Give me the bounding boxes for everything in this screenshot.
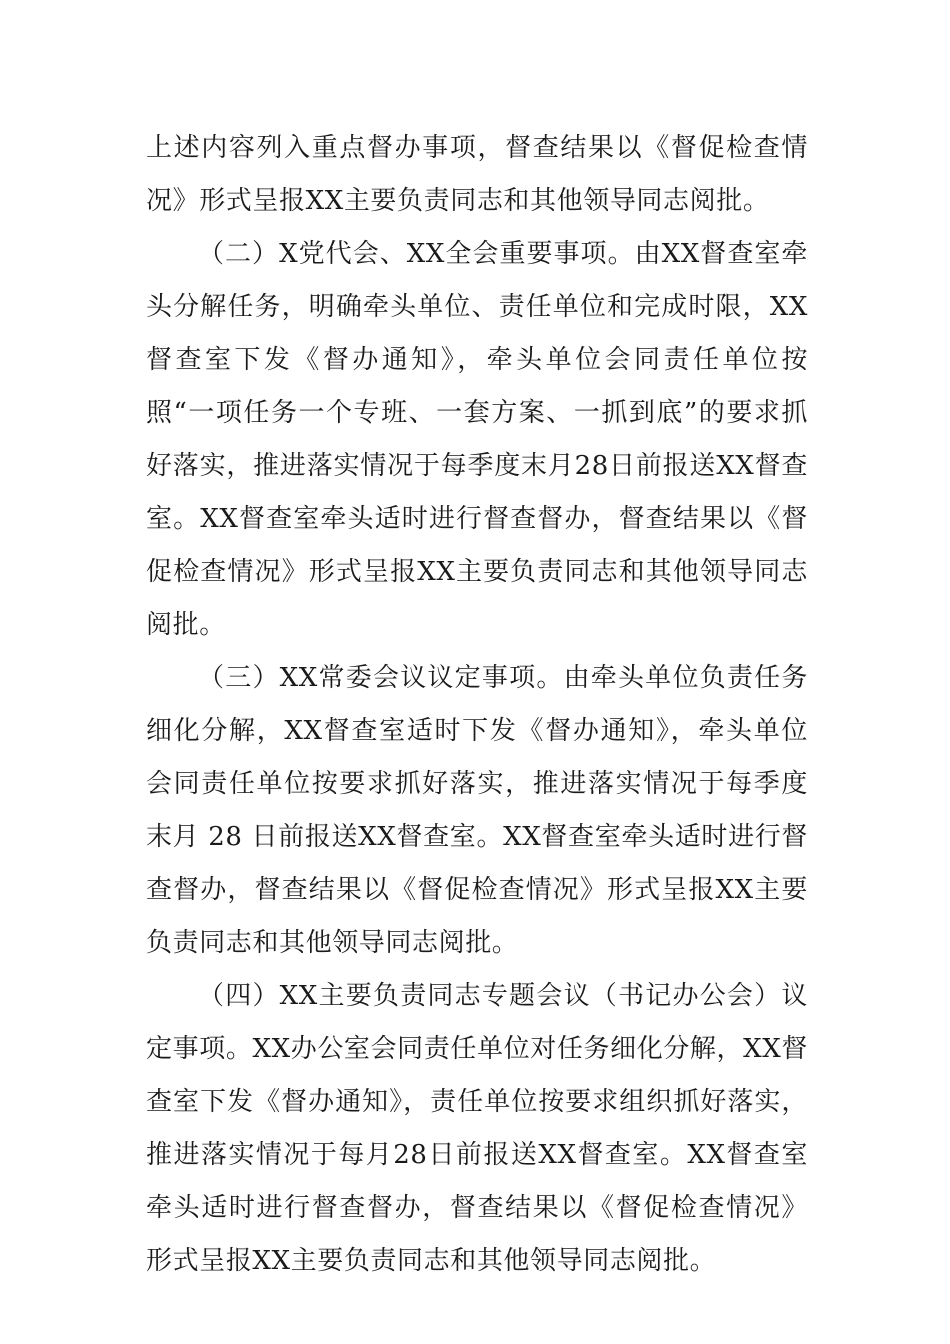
paragraph-section-3: （三）XX常委会议议定事项。由牵头单位负责任务细化分解，XX督查室适时下发《督办通知》，牵头单位会同责任单位按要求抓好落实，推进落实情况于每季度末月 28 日前报送XX督查室。XX督查室牵头适时进行督查督办，督查结果以《督促检查情况》形式呈报XX主要负责同志和其他领导同志阅批。	[146, 663, 808, 958]
paragraph-section-4: （四）XX主要负责同志专题会议（书记办公会）议定事项。XX办公室会同责任单位对任务细化分解，XX督查室下发《督办通知》，责任单位按要求组织抓好落实，推进落实情况于每月28日前报送XX督查室。XX督查室牵头适时进行督查督办，督查结果以《督促检查情况》形式呈报XX主要负责同志和其他领导同志阅批。	[146, 981, 808, 1276]
paragraph-section-2: （二）X党代会、XX全会重要事项。由XX督查室牵头分解任务，明确牵头单位、责任单位和完成时限，XX督查室下发《督办通知》，牵头单位会同责任单位按照“一项任务一个专班、一套方案、一抓到底”的要求抓好落实，推进落实情况于每季度末月28日前报送XX督查室。XX督查室牵头适时进行督查督办，督查结果以《督促检查情况》形式呈报XX主要负责同志和其他领导同志阅批。	[146, 239, 808, 640]
paragraph-continuation: 上述内容列入重点督办事项，督查结果以《督促检查情况》形式呈报XX主要负责同志和其他领导同志阅批。	[146, 133, 808, 216]
document-body	[146, 122, 808, 1288]
